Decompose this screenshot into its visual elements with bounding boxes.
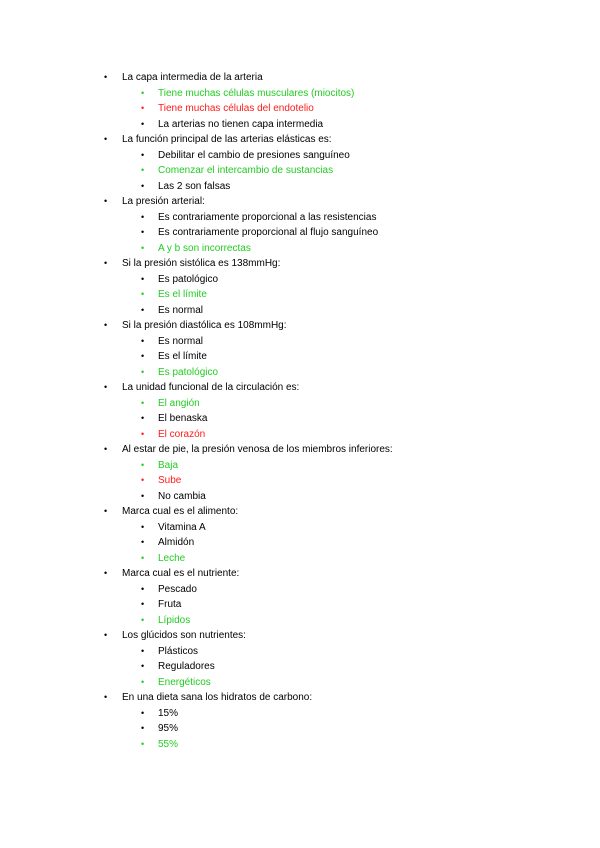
option-item bbox=[141, 489, 206, 503]
option-text: Es contrariamente proporcional a las resistencias bbox=[158, 211, 377, 223]
option-text: 95% bbox=[158, 723, 179, 734]
bullet-icon: • bbox=[141, 273, 145, 284]
option-text: 55% bbox=[158, 738, 179, 750]
bullet-icon: • bbox=[141, 521, 145, 532]
question-item bbox=[104, 318, 287, 332]
option-text: Leche bbox=[158, 552, 186, 564]
bullet-icon: • bbox=[141, 366, 145, 377]
option-item bbox=[141, 210, 376, 224]
option-item bbox=[141, 582, 197, 596]
option-item bbox=[141, 241, 251, 255]
question-item bbox=[104, 380, 299, 394]
option-item bbox=[141, 334, 203, 348]
bullet-icon: • bbox=[141, 614, 145, 625]
option-text: Es patológico bbox=[158, 273, 219, 285]
option-text: Tiene muchas células del endotelio bbox=[158, 103, 314, 114]
option-item bbox=[141, 597, 181, 611]
option-text: A y b son incorrectas bbox=[158, 242, 251, 254]
bullet-icon: • bbox=[104, 258, 108, 268]
bullet-icon: • bbox=[141, 428, 145, 439]
bullet-icon: • bbox=[141, 413, 145, 423]
option-text: Fruta bbox=[158, 599, 182, 610]
option-item bbox=[141, 706, 178, 720]
option-text: Debilitar el cambio de presiones sanguíneo bbox=[158, 149, 350, 161]
bullet-icon: • bbox=[141, 165, 145, 175]
option-text: Es normal bbox=[158, 335, 204, 347]
bullet-icon: • bbox=[141, 118, 145, 129]
option-text: Las 2 son falsas bbox=[158, 180, 231, 192]
option-text: Es el límite bbox=[158, 289, 207, 300]
option-text: 15% bbox=[158, 707, 179, 719]
bullet-icon: • bbox=[104, 506, 108, 516]
question-text: Si la presión diastólica es 108mmHg: bbox=[122, 320, 287, 331]
bullet-icon: • bbox=[141, 351, 145, 361]
question-text: La capa intermedia de la arteria bbox=[122, 72, 263, 83]
question-text: Los glúcidos son nutrientes: bbox=[122, 630, 246, 641]
bullet-icon: • bbox=[141, 552, 145, 563]
question-text: Marca cual es el alimento: bbox=[122, 506, 239, 517]
option-item bbox=[141, 721, 178, 735]
bullet-icon: • bbox=[104, 320, 108, 330]
question-item bbox=[104, 442, 393, 456]
option-item bbox=[141, 551, 185, 565]
option-text: Es patológico bbox=[158, 366, 219, 378]
option-text: Sube bbox=[158, 475, 182, 486]
question-text: Al estar de pie, la presión venosa de los miembros inferiores: bbox=[122, 444, 393, 455]
bullet-icon: • bbox=[141, 738, 145, 749]
option-item bbox=[141, 613, 190, 627]
option-text: Plásticos bbox=[158, 645, 199, 657]
bullet-icon: • bbox=[141, 227, 145, 237]
bullet-icon: • bbox=[141, 211, 145, 222]
option-text: Lípidos bbox=[158, 614, 191, 626]
option-text: Vitamina A bbox=[158, 521, 206, 533]
question-text: Marca cual es el nutriente: bbox=[122, 568, 240, 579]
question-item bbox=[104, 70, 263, 84]
bullet-icon: • bbox=[141, 583, 145, 594]
option-text: Pescado bbox=[158, 583, 197, 595]
question-item bbox=[104, 132, 332, 146]
option-text: El corazón bbox=[158, 428, 206, 440]
question-text: La función principal de las arterias elásticas es: bbox=[122, 134, 332, 145]
option-text: La arterias no tienen capa intermedia bbox=[158, 118, 324, 130]
question-item bbox=[104, 690, 312, 704]
option-item bbox=[141, 225, 378, 239]
option-text: El angión bbox=[158, 397, 200, 409]
bullet-icon: • bbox=[141, 661, 145, 671]
bullet-icon: • bbox=[141, 676, 145, 687]
bullet-icon: • bbox=[141, 180, 145, 191]
bullet-icon: • bbox=[141, 707, 145, 718]
option-item bbox=[141, 86, 354, 100]
bullet-icon: • bbox=[104, 72, 108, 82]
option-text: Baja bbox=[158, 459, 179, 471]
option-item bbox=[141, 117, 323, 131]
option-text: Es normal bbox=[158, 304, 204, 316]
question-item bbox=[104, 566, 239, 580]
bullet-icon: • bbox=[141, 304, 145, 315]
bullet-icon: • bbox=[141, 335, 145, 346]
option-item bbox=[141, 427, 205, 441]
question-text: En una dieta sana los hidratos de carbono: bbox=[122, 692, 313, 703]
bullet-icon: • bbox=[104, 630, 108, 640]
option-item bbox=[141, 644, 198, 658]
option-item bbox=[141, 675, 211, 689]
option-item bbox=[141, 520, 206, 534]
bullet-icon: • bbox=[104, 134, 108, 144]
option-item bbox=[141, 101, 314, 115]
option-item bbox=[141, 163, 333, 177]
option-item bbox=[141, 396, 200, 410]
bullet-icon: • bbox=[141, 459, 145, 470]
question-text: Si la presión sistólica es 138mmHg: bbox=[122, 258, 281, 269]
option-text: No cambia bbox=[158, 490, 206, 502]
option-item bbox=[141, 148, 350, 162]
option-item bbox=[141, 737, 178, 751]
bullet-icon: • bbox=[141, 723, 145, 733]
bullet-icon: • bbox=[141, 490, 145, 501]
bullet-icon: • bbox=[104, 568, 108, 578]
bullet-icon: • bbox=[141, 397, 145, 408]
question-item bbox=[104, 256, 280, 270]
option-item bbox=[141, 365, 218, 379]
option-item bbox=[141, 287, 207, 301]
option-text: El benaska bbox=[158, 413, 208, 424]
bullet-icon: • bbox=[141, 475, 145, 485]
bullet-icon: • bbox=[141, 289, 145, 299]
option-item bbox=[141, 458, 178, 472]
option-item bbox=[141, 179, 230, 193]
bullet-icon: • bbox=[141, 87, 145, 98]
option-text: Tiene muchas células musculares (miocitos) bbox=[158, 87, 355, 99]
question-text: La presión arterial: bbox=[122, 196, 205, 207]
option-text: Es el límite bbox=[158, 351, 207, 362]
bullet-icon: • bbox=[104, 444, 108, 454]
option-item bbox=[141, 272, 218, 286]
bullet-icon: • bbox=[141, 645, 145, 656]
option-text: Energéticos bbox=[158, 676, 211, 688]
question-item bbox=[104, 504, 238, 518]
question-item bbox=[104, 194, 205, 208]
bullet-icon: • bbox=[141, 103, 145, 113]
option-item bbox=[141, 411, 207, 425]
option-text: Almidón bbox=[158, 537, 195, 548]
bullet-icon: • bbox=[104, 692, 108, 702]
option-item bbox=[141, 535, 194, 549]
bullet-icon: • bbox=[141, 242, 145, 253]
option-text: Es contrariamente proporcional al flujo sanguíneo bbox=[158, 227, 379, 238]
option-text: Comenzar el intercambio de sustancias bbox=[158, 165, 334, 176]
bullet-icon: • bbox=[141, 149, 145, 160]
bullet-icon: • bbox=[104, 196, 108, 206]
option-item bbox=[141, 473, 181, 487]
option-item bbox=[141, 659, 215, 673]
question-item bbox=[104, 628, 246, 642]
bullet-icon: • bbox=[141, 537, 145, 547]
option-text: Reguladores bbox=[158, 661, 215, 672]
question-text: La unidad funcional de la circulación es: bbox=[122, 382, 300, 393]
bullet-icon: • bbox=[104, 382, 108, 392]
option-item bbox=[141, 349, 207, 363]
bullet-icon: • bbox=[141, 599, 145, 609]
option-item bbox=[141, 303, 203, 317]
